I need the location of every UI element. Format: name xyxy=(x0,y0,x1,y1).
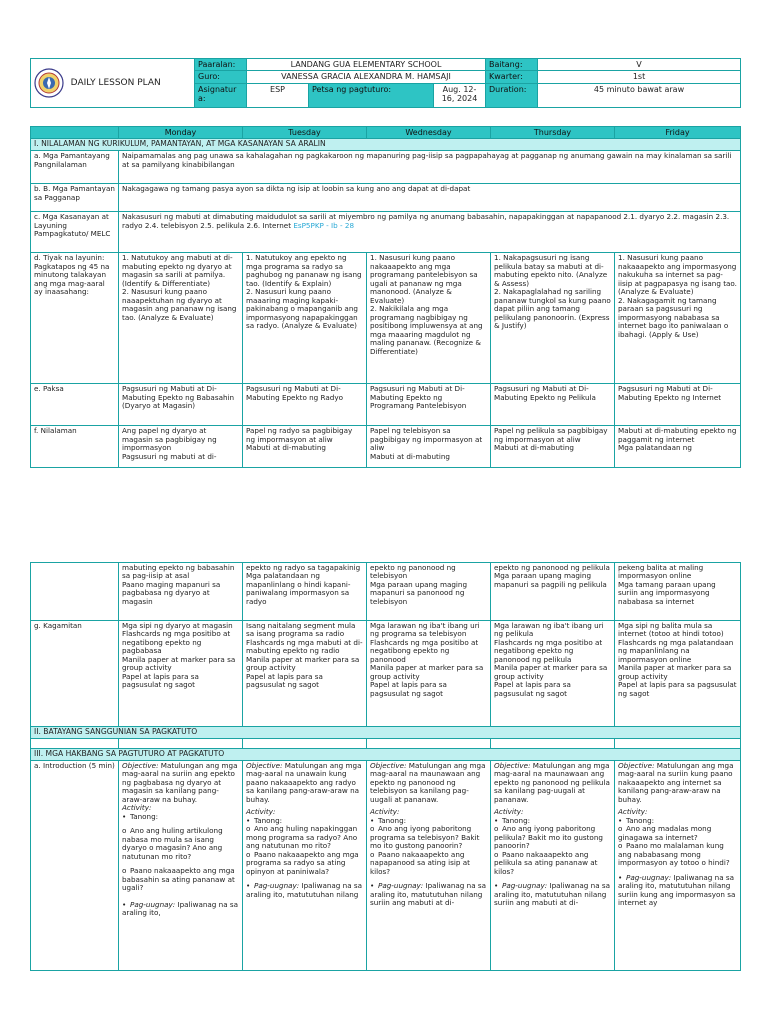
day-thursday: Thursday xyxy=(491,127,615,139)
row-c-text: Nakasusuri ng mabuti at dimabuting maidudulot sa sarili at miyembro ng pamilya ng anumang babasahin, napapakinggan at napapanood 2.1. dyaryo 2.2. magasin 2.3. radyo 2.4. telebisyon 2.5. pelikula 2.6. Internet xyxy=(122,212,730,230)
list-item: • Pag-uugnay: Ipaliwanag na sa araling ito, matututuhan nilang suriin ang mabuti at di- xyxy=(494,881,611,908)
paaralan-label: Paaralan: xyxy=(195,59,247,71)
row-b-label: b. B. Mga Pamantayan sa Pagganap xyxy=(31,184,119,212)
intro-thursday xyxy=(491,760,615,970)
list-item: o Paano nakaaapekto ang mga programa sa radyo sa ating opinyon at paniniwala? xyxy=(246,849,359,876)
objectives-tuesday: 1. Natutukoy ang epekto ng mga programa sa radyo sa paghubog ng pananaw ng isang tao. (Identify & Explain) 2. Nasusuri kung paano maaaring maging kapaki-pakinabang o mapanganib ang impormasyong napapakinggan sa radyo. (Analyze & Evaluate) xyxy=(243,253,367,384)
row-d-label: d. Tiyak na layunin: Pagkatapos ng 45 na minutong talakayan ang mga mag-aaral ay inaasahang: xyxy=(31,253,119,384)
content-cont-wednesday: epekto ng panonood ng telebisyon Mga paraan upang maging mapanuri sa panonood ng telebisyon xyxy=(367,563,491,621)
activity-label: Activity: xyxy=(494,807,524,817)
intro-monday xyxy=(119,760,243,970)
materials-tuesday: Isang naitalang segment mula sa isang programa sa radio Flashcards ng mga mabuti at di-mabuting epekto ng radio Manila paper at marker para sa group activity Papel at lapis para sa pagsusulat ng sagot xyxy=(243,621,367,727)
content-cont-tuesday: epekto ng radyo sa tagapakinig Mga palatandaan ng mapanlinlang o hindi kapani-paniwalang impormasyon sa radyo xyxy=(243,563,367,621)
list-item: • Tanong: xyxy=(494,815,531,825)
title-cell xyxy=(31,59,195,108)
list-item: • Tanong: xyxy=(618,815,655,825)
list-item: • Tanong: xyxy=(122,811,159,821)
materials-friday: Mga sipi ng balita mula sa internet (totoo at hindi totoo) Flashcards ng mga palatandaan ng mapanlinlang na impormasyon online Manila paper at marker para sa group activity Papel at lapis para sa pagsusulat ng sagot xyxy=(615,621,741,727)
content-wednesday: Papel ng telebisyon sa pagbibigay ng impormasyon at aliw Mabuti at di-mabuting xyxy=(367,426,491,468)
competency-code: EsP5PKP - Ib - 28 xyxy=(293,220,355,230)
section-3-heading: III. MGA HAKBANG SA PAGTUTURO AT PAGKATUTO xyxy=(31,748,741,760)
kwarter-label: Kwarter: xyxy=(486,71,538,83)
objectives-friday: 1. Nasusuri kung paano nakaaapekto ang impormasyong nakukuha sa internet sa pag-iisip at pagpapasya ng isang tao. (Analyze & Evaluate) 2. Nakagagamit ng tamang paraan sa pagsusuri ng impormasyong nababasa sa internet bago ito paniwalaan o ibahagi. (Apply & Use) xyxy=(615,253,741,384)
section-1-heading: I. NILALAMAN NG KURIKULUM, PAMANTAYAN, AT MGA KASANAYAN SA ARALIN xyxy=(31,139,741,151)
content-thursday: Papel ng pelikula sa pagbibigay ng impormasyon at aliw Mabuti at di-mabuting xyxy=(491,426,615,468)
row-c-cell xyxy=(119,212,741,253)
row-intro-label: a. Introduction (5 min) xyxy=(31,760,119,970)
list-item: • Tanong: xyxy=(246,815,283,825)
objective-text: Matulungan ang mga mag-aaral na maunawaan ang epekto ng panonood ng pelikula sa kanilang pag-uugali at pananaw. xyxy=(494,760,610,804)
content-cont-friday: pekeng balita at maling impormasyon online Mga tamang paraan upang suriin ang impormasyong nababasa sa internet xyxy=(615,563,741,621)
day-monday: Monday xyxy=(119,127,243,139)
content-cont-monday: mabuting epekto ng babasahin sa pag-iisip at asal Paano maging mapanuri sa pagbabasa ng dyaryo at magasin xyxy=(119,563,243,621)
topic-tuesday: Pagsusuri ng Mabuti at Di-Mabuting Epekto ng Radyo xyxy=(243,384,367,426)
objectives-wednesday: 1. Nasusuri kung paano nakaaapekto ang mga programang pantelebisyon sa ugali at pananaw ng mga manonood. (Analyze & Evaluate) 2. Nakikilala ang mga programang nagbibigay ng positibong impluwensya at ang mga maaaring magdulot ng maling pananaw. (Recognize & Differentiate) xyxy=(367,253,491,384)
materials-wednesday: Mga larawan ng iba't ibang uri ng programa sa telebisyon Flashcards ng mga positibo at negatibong epekto ng panonood Manila paper at marker para sa group activity Papel at lapis para sa pagsusulat ng sagot xyxy=(367,621,491,727)
list-item: o Ano ang iyong paboritong pelikula? Bakit mo ito gustong panoorin? xyxy=(494,824,603,851)
paaralan-value: LANDANG GUA ELEMENTARY SCHOOL xyxy=(247,59,486,71)
list-item: o Ano ang huling napakinggan mong programa sa radyo? Ano ang natutunan mo rito? xyxy=(246,824,358,851)
petsa-label: Petsa ng pagtuturo: xyxy=(309,83,434,107)
guro-label: Guro: xyxy=(195,71,247,83)
lesson-table-page1 xyxy=(30,126,741,468)
header-table xyxy=(30,58,741,108)
lesson-table-page2 xyxy=(30,562,741,971)
petsa-value: Aug. 12-16, 2024 xyxy=(434,83,486,107)
row-c-label: c. Mga Kasanayan at Layuning Pampagkatuto/ MELC xyxy=(31,212,119,253)
objective-text: Matulungan ang mga mag-aaral na unawain kung paano nakaaapekto ang radyo sa kanilang pang-araw-araw na buhay. xyxy=(246,760,362,804)
content-cont-thursday: epekto ng panonood ng pelikula Mga paraan upang maging mapanuri sa pagpili ng pelikula xyxy=(491,563,615,621)
list-item: o Paano nakaaapekto ang pelikula sa ating pananaw at kilos? xyxy=(494,849,598,876)
objective-label: Objective: xyxy=(494,760,531,770)
content-tuesday: Papel ng radyo sa pagbibigay ng impormasyon at aliw Mabuti at di-mabuting xyxy=(243,426,367,468)
list-item: o Paano nakaaapekto ang napapanood sa ating isip at kilos? xyxy=(370,849,470,876)
content-monday: Ang papel ng dyaryo at magasin sa pagbibigay ng impormasyon Pagsusuri ng mabuti at di- xyxy=(119,426,243,468)
baitang-label: Baitang: xyxy=(486,59,538,71)
deped-seal-icon xyxy=(34,68,64,98)
materials-thursday: Mga larawan ng iba't ibang uri ng pelikula Flashcards ng mga positibo at negatibong epekto ng panonood ng pelikula Manila paper at marker para sa group activity Papel at lapis para sa pagsusulat ng sagot xyxy=(491,621,615,727)
objective-text: Matulungan ang mga mag-aaral na maunawaan ang epekto ng panonood ng telebisyon sa kanilang pag-uugali at pananaw. xyxy=(370,760,486,804)
list-item: • Pag-uugnay: Ipaliwanag na sa araling ito, matututuhan nilang suriin kung ang impormasyon sa internet ay xyxy=(618,872,736,908)
activity-label: Activity: xyxy=(246,807,276,817)
activity-label: Activity: xyxy=(618,807,648,817)
objective-label: Objective: xyxy=(246,760,283,770)
row-g-label: g. Kagamitan xyxy=(31,621,119,727)
list-item: • Pag-uugnay: Ipaliwanag na sa araling ito, xyxy=(122,899,239,918)
list-item: • Pag-uugnay: Ipaliwanag na sa araling ito, matututuhan nilang suriin ang mabuti at di- xyxy=(370,881,487,908)
topic-wednesday: Pagsusuri ng Mabuti at Di-Mabuting Epekto ng Programang Pantelebisyon xyxy=(367,384,491,426)
duration-value: 45 minuto bawat araw xyxy=(538,83,741,107)
day-tuesday: Tuesday xyxy=(243,127,367,139)
day-friday: Friday xyxy=(615,127,741,139)
row-f-label: f. Nilalaman xyxy=(31,426,119,468)
intro-wednesday xyxy=(367,760,491,970)
days-header-row xyxy=(31,127,741,139)
objective-label: Objective: xyxy=(370,760,407,770)
row-b-text: Nakagagawa ng tamang pasya ayon sa dikta ng isip at loobin sa kung ano ang dapat at di-dapat xyxy=(119,184,741,212)
topic-monday: Pagsusuri ng Mabuti at Di-Mabuting Epekto ng Babasahin (Dyaryo at Magasin) xyxy=(119,384,243,426)
materials-monday: Mga sipi ng dyaryo at magasin Flashcards ng mga positibo at negatibong epekto ng pagbabasa Manila paper at marker para sa group activity Papel at lapis para sa pagsusulat ng sagot xyxy=(119,621,243,727)
page-title: DAILY LESSON PLAN xyxy=(70,77,161,88)
objectives-thursday: 1. Nakapagsusuri ng isang pelikula batay sa mabuti at di-mabuting epekto nito. (Analyze & Assess) 2. Nakapaglalahad ng sariling pananaw tungkol sa kung paano dapat piliin ang tamang pelikulang panonoorin. (Express & Justify) xyxy=(491,253,615,384)
row-a-label: a. Mga Pamantayang Pangnilalaman xyxy=(31,151,119,184)
intro-tuesday xyxy=(243,760,367,970)
guro-value: VANESSA GRACIA ALEXANDRA M. HAMSAJI xyxy=(247,71,486,83)
day-wednesday: Wednesday xyxy=(367,127,491,139)
asignatura-label: Asignatur a: xyxy=(195,83,247,107)
content-friday: Mabuti at di-mabuting epekto ng paggamit ng internet Mga palatandaan ng xyxy=(615,426,741,468)
kwarter-value: 1st xyxy=(538,71,741,83)
list-item: • Tanong: xyxy=(370,815,407,825)
objective-label: Objective: xyxy=(618,760,655,770)
list-item: o Ano ang huling artikulong nabasa mo mula sa isang dyaryo o magasin? Ano ang natutunan mo rito? xyxy=(122,826,223,861)
section-2-heading: II. BATAYANG SANGGUNIAN SA PAGKATUTO xyxy=(31,727,741,739)
list-item: • Pag-uugnay: Ipaliwanag na sa araling ito, matututuhan nilang xyxy=(246,881,363,899)
objectives-monday: 1. Natutukoy ang mabuti at di-mabuting epekto ng dyaryo at magasin sa sarili at pamilya. (Identify & Differentiate) 2. Nasusuri kung paano naaapektuhan ng dyaryo at magasin ang pananaw ng isang tao. (Analyze & Evaluate) xyxy=(119,253,243,384)
asignatura-value: ESP xyxy=(247,83,309,107)
objective-text: Matulungan ang mga mag-aaral na suriin ang epekto ng pagbabasa ng dyaryo at magasin sa kanilang pang-araw-araw na buhay. xyxy=(122,760,238,804)
topic-friday: Pagsusuri ng Mabuti at Di-Mabuting Epekto ng Internet xyxy=(615,384,741,426)
list-item: o Ano ang iyong paboritong programa sa telebisyon? Bakit mo ito gustong panoorin? xyxy=(370,824,480,851)
duration-label: Duration: xyxy=(486,83,538,107)
objective-text: Matulungan ang mga mag-aaral na suriin kung paano nakaaapekto ang internet sa kanilang pang-araw-araw na buhay. xyxy=(618,760,734,804)
list-item: o Paano mo malalaman kung ang nababasang mong impormasyon ay totoo o hindi? xyxy=(618,841,730,868)
intro-friday xyxy=(615,760,741,970)
activity-label: Activity: xyxy=(370,807,400,817)
topic-thursday: Pagsusuri ng Mabuti at Di-Mabuting Epekto ng Pelikula xyxy=(491,384,615,426)
activity-label: Activity: xyxy=(122,803,152,813)
objective-label: Objective: xyxy=(122,760,159,770)
row-e-label: e. Paksa xyxy=(31,384,119,426)
baitang-value: V xyxy=(538,59,741,71)
row-a-text: Naipamamalas ang pag unawa sa kahalagahan ng pagkakaroon ng mapanuring pag-iisip sa pagpapahayag at pagganap ng anumang gawain na may kinalaman sa sarili at sa pamilyang kinabibilangan xyxy=(119,151,741,184)
list-item: o Ano ang madalas mong ginagawa sa internet? xyxy=(618,824,712,842)
list-item: o Paano nakaaapekto ang mga babasahin sa ating pananaw at ugali? xyxy=(122,866,235,893)
